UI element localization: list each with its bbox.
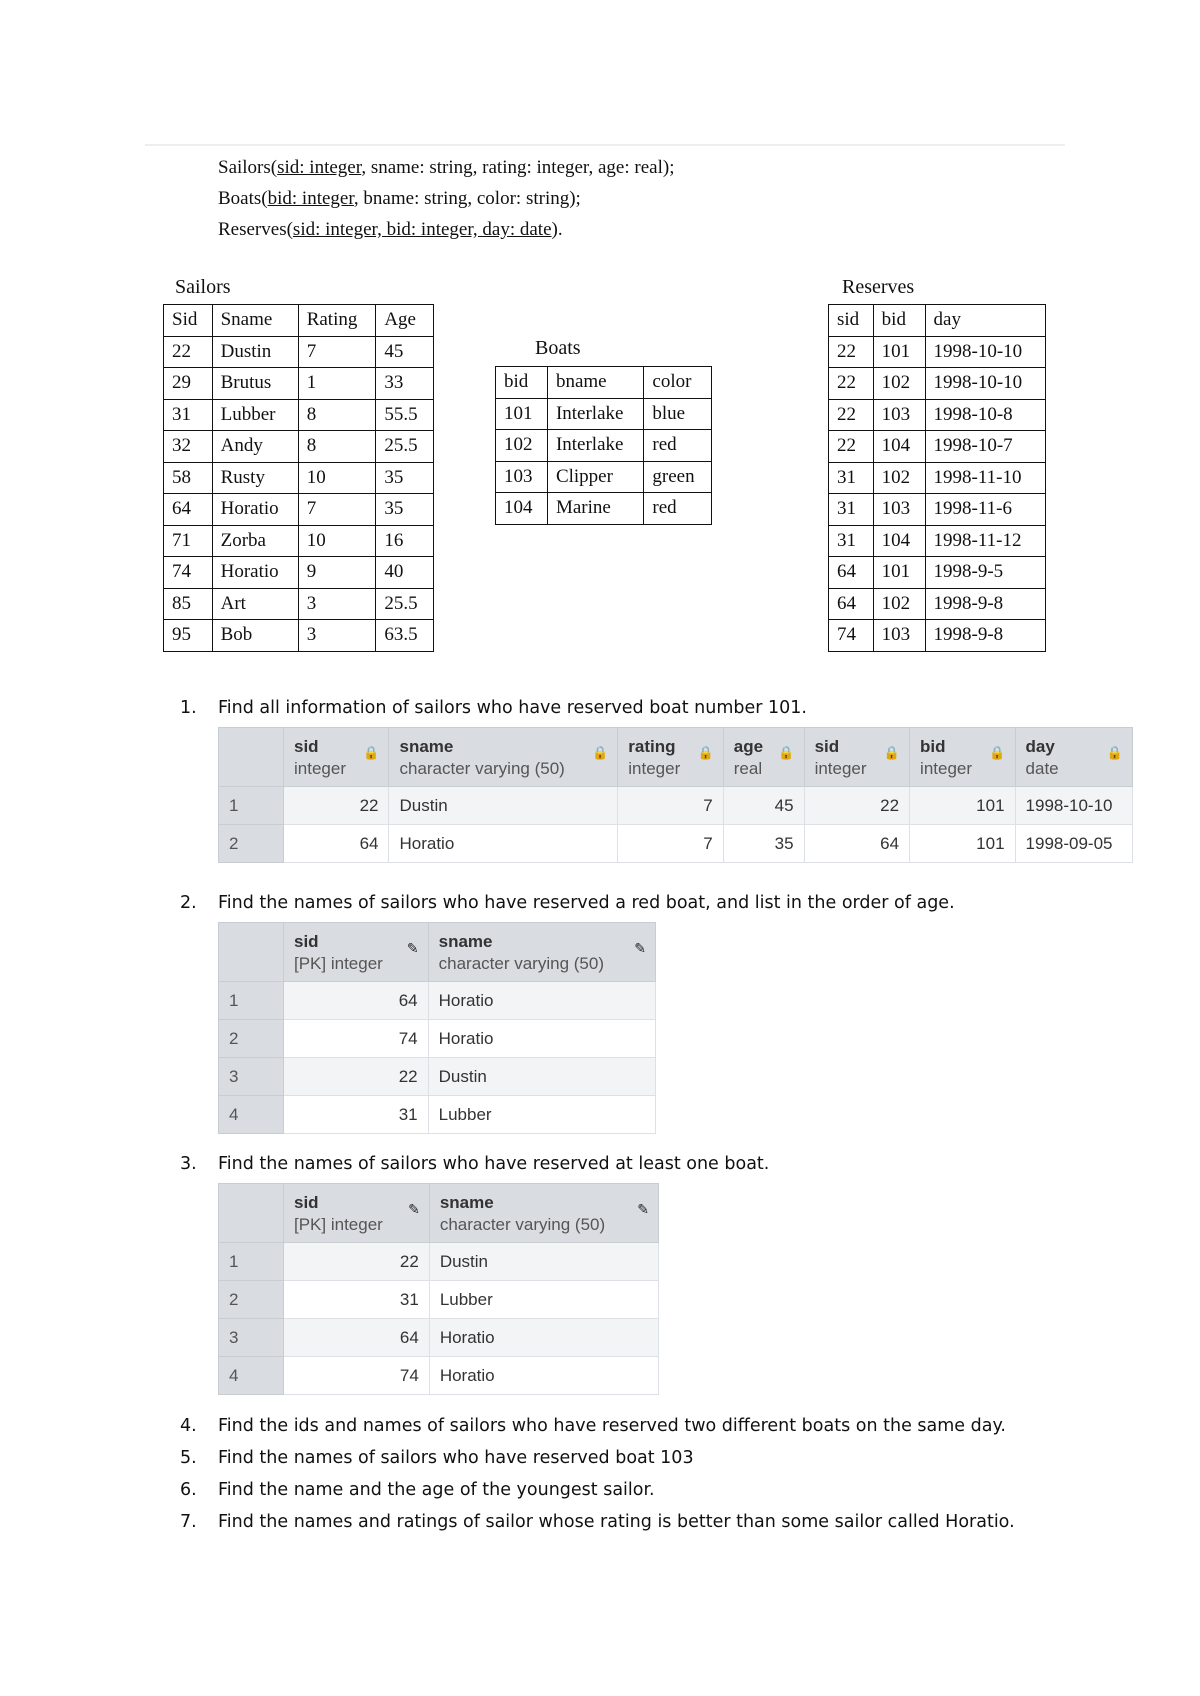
sailors-caption: Sailors bbox=[175, 276, 231, 298]
column-type: integer bbox=[628, 759, 681, 778]
row-number: 4 bbox=[219, 1357, 284, 1395]
table-cell: 31 bbox=[829, 494, 874, 526]
pencil-icon: ✎ bbox=[406, 940, 419, 956]
pencil-icon: ✎ bbox=[634, 940, 646, 956]
column-header-sid[interactable] bbox=[284, 1184, 430, 1243]
table-row bbox=[829, 399, 1046, 431]
column-type: character varying (50) bbox=[439, 1215, 606, 1234]
table-cell: 22 bbox=[829, 431, 874, 463]
table-row[interactable] bbox=[219, 825, 1133, 863]
table-cell[interactable]: 22 bbox=[804, 787, 909, 825]
table-cell[interactable]: 101 bbox=[910, 825, 1015, 863]
table-row bbox=[496, 398, 712, 430]
column-type: date bbox=[1025, 759, 1059, 778]
table-cell: 33 bbox=[376, 368, 434, 400]
table-cell: 102 bbox=[873, 368, 925, 400]
table-cell: 104 bbox=[496, 493, 548, 525]
table-cell: blue bbox=[644, 398, 712, 430]
table-cell: Clipper bbox=[547, 461, 643, 493]
header-row bbox=[164, 305, 434, 337]
table-cell[interactable]: 22 bbox=[284, 787, 389, 825]
table-cell: 63.5 bbox=[376, 620, 434, 652]
table-cell: Lubber bbox=[212, 399, 298, 431]
table-cell[interactable]: 1998-09-05 bbox=[1015, 825, 1132, 863]
column-header-age[interactable] bbox=[723, 728, 804, 787]
table-row bbox=[829, 336, 1046, 368]
column-name: age bbox=[733, 737, 764, 756]
schema-sailors: Sailors(sid: integer, sname: string, rating: integer, age: real); bbox=[218, 157, 675, 178]
header-row bbox=[496, 367, 712, 399]
table-row bbox=[164, 620, 434, 652]
table-cell: 1998-11-10 bbox=[925, 462, 1045, 494]
table-row bbox=[164, 462, 434, 494]
table-cell[interactable]: Horatio bbox=[428, 1020, 655, 1058]
question-item: 1. Find all information of sailors who have reserved boat number 101. bbox=[180, 698, 807, 718]
schema-reserves: Reserves(sid: integer, bid: integer, day: date). bbox=[218, 219, 563, 240]
table-cell: 101 bbox=[496, 398, 548, 430]
reserves-table bbox=[828, 304, 1046, 652]
table-cell: 29 bbox=[164, 368, 213, 400]
table-cell: Zorba bbox=[212, 525, 298, 557]
row-number: 3 bbox=[219, 1058, 284, 1096]
column-type: character varying (50) bbox=[399, 759, 565, 778]
table-cell[interactable]: Horatio bbox=[429, 1357, 658, 1395]
table-row[interactable] bbox=[219, 1243, 659, 1281]
table-row bbox=[496, 493, 712, 525]
table-row bbox=[829, 368, 1046, 400]
question-item: 6. Find the name and the age of the youngest sailor. bbox=[180, 1480, 655, 1500]
table-cell: 7 bbox=[298, 494, 376, 526]
table-cell: 8 bbox=[298, 431, 376, 463]
column-type: integer bbox=[294, 759, 346, 778]
table-cell[interactable]: Dustin bbox=[429, 1243, 658, 1281]
table-row bbox=[829, 494, 1046, 526]
table-cell: 22 bbox=[829, 336, 874, 368]
table-cell[interactable]: 74 bbox=[284, 1020, 429, 1058]
grid-corner bbox=[219, 728, 284, 787]
table-cell: 31 bbox=[829, 462, 874, 494]
table-row bbox=[164, 494, 434, 526]
table-cell[interactable]: Horatio bbox=[428, 982, 655, 1020]
table-cell[interactable]: Dustin bbox=[428, 1058, 655, 1096]
table-cell: 103 bbox=[873, 494, 925, 526]
column-header: Age bbox=[376, 305, 434, 337]
column-header-day[interactable] bbox=[1015, 728, 1132, 787]
question-list-3 bbox=[0, 1148, 769, 1180]
sailors-table bbox=[163, 304, 434, 652]
column-type: [PK] integer bbox=[294, 1215, 383, 1234]
boats-caption: Boats bbox=[535, 337, 581, 359]
table-row bbox=[164, 557, 434, 589]
table-cell: 64 bbox=[829, 557, 874, 589]
table-cell[interactable]: 64 bbox=[804, 825, 909, 863]
table-cell: 102 bbox=[873, 588, 925, 620]
table-row bbox=[164, 431, 434, 463]
table-cell: Brutus bbox=[212, 368, 298, 400]
table-row bbox=[164, 336, 434, 368]
table-cell: 40 bbox=[376, 557, 434, 589]
question-item: 5. Find the names of sailors who have reserved boat 103 bbox=[180, 1448, 694, 1468]
table-cell: 74 bbox=[829, 620, 874, 652]
table-cell: 1998-11-12 bbox=[925, 525, 1045, 557]
table-cell: 103 bbox=[496, 461, 548, 493]
boats-table bbox=[495, 366, 712, 525]
table-row[interactable] bbox=[219, 1058, 656, 1096]
table-cell: 25.5 bbox=[376, 588, 434, 620]
table-cell: 55.5 bbox=[376, 399, 434, 431]
table-row bbox=[496, 461, 712, 493]
table-cell: 10 bbox=[298, 462, 376, 494]
column-type: integer bbox=[814, 759, 867, 778]
column-name: sid bbox=[294, 1193, 319, 1212]
row-number: 2 bbox=[219, 1020, 284, 1058]
table-cell[interactable]: 101 bbox=[910, 787, 1015, 825]
schema-definitions bbox=[218, 152, 674, 245]
table-cell: 9 bbox=[298, 557, 376, 589]
table-cell: Marine bbox=[547, 493, 643, 525]
table-row[interactable] bbox=[219, 1096, 656, 1134]
table-cell: 102 bbox=[873, 462, 925, 494]
question-item: 2. Find the names of sailors who have reserved a red boat, and list in the order of age. bbox=[180, 893, 955, 913]
table-cell: 102 bbox=[496, 430, 548, 462]
table-cell[interactable]: Dustin bbox=[389, 787, 618, 825]
question-list-rest bbox=[0, 1410, 1015, 1538]
table-cell: 35 bbox=[376, 462, 434, 494]
column-type: integer bbox=[920, 759, 973, 778]
row-number: 1 bbox=[219, 1243, 284, 1281]
grid-header-row bbox=[219, 1184, 659, 1243]
table-row bbox=[829, 588, 1046, 620]
table-cell: 10 bbox=[298, 525, 376, 557]
table-cell: 104 bbox=[873, 525, 925, 557]
table-cell: 1998-10-7 bbox=[925, 431, 1045, 463]
column-name: sname bbox=[439, 1193, 494, 1212]
question-item: 4. Find the ids and names of sailors who have reserved two different boats on the same day. bbox=[180, 1416, 1006, 1436]
result-grid-3 bbox=[218, 1183, 659, 1395]
table-cell: 1998-9-8 bbox=[925, 588, 1045, 620]
question-item: 3. Find the names of sailors who have reserved at least one boat. bbox=[180, 1154, 770, 1174]
schema-boats: Boats(bid: integer, bname: string, color: string); bbox=[218, 188, 581, 209]
column-name: sid bbox=[294, 932, 319, 951]
table-cell: Dustin bbox=[212, 336, 298, 368]
table-cell: Andy bbox=[212, 431, 298, 463]
table-cell[interactable]: 7 bbox=[618, 825, 723, 863]
table-cell: Interlake bbox=[547, 398, 643, 430]
result-grid-2 bbox=[218, 922, 656, 1134]
table-cell: green bbox=[644, 461, 712, 493]
column-type: real bbox=[733, 759, 763, 778]
table-cell: 31 bbox=[164, 399, 213, 431]
table-cell: 22 bbox=[829, 399, 874, 431]
table-cell[interactable]: 45 bbox=[723, 787, 804, 825]
grid-header-row bbox=[219, 728, 1133, 787]
column-header: sid bbox=[829, 305, 874, 337]
table-cell: Horatio bbox=[212, 557, 298, 589]
table-cell[interactable]: 64 bbox=[284, 982, 429, 1020]
column-name: rating bbox=[628, 737, 676, 756]
row-number: 1 bbox=[219, 787, 284, 825]
table-cell: Interlake bbox=[547, 430, 643, 462]
lock-icon: 🔒 bbox=[363, 745, 380, 760]
table-cell: 95 bbox=[164, 620, 213, 652]
table-cell[interactable]: Lubber bbox=[428, 1096, 655, 1134]
table-row bbox=[829, 620, 1046, 652]
column-name: sid bbox=[294, 737, 319, 756]
table-row bbox=[164, 588, 434, 620]
table-cell[interactable]: Lubber bbox=[429, 1281, 658, 1319]
grid-header-row bbox=[219, 923, 656, 982]
table-cell[interactable]: 7 bbox=[618, 787, 723, 825]
column-name: sid bbox=[814, 737, 840, 756]
table-cell: 1998-11-6 bbox=[925, 494, 1045, 526]
table-cell: 101 bbox=[873, 557, 925, 589]
column-header-sname[interactable] bbox=[389, 728, 618, 787]
column-header-sid[interactable] bbox=[804, 728, 909, 787]
table-cell: 85 bbox=[164, 588, 213, 620]
table-cell[interactable]: 22 bbox=[284, 1058, 429, 1096]
table-row bbox=[829, 462, 1046, 494]
lock-icon: 🔒 bbox=[1106, 745, 1123, 760]
table-cell: 1998-10-8 bbox=[925, 399, 1045, 431]
column-header: Rating bbox=[298, 305, 376, 337]
table-row bbox=[164, 525, 434, 557]
table-cell: 22 bbox=[829, 368, 874, 400]
table-cell: 32 bbox=[164, 431, 213, 463]
column-header: bid bbox=[873, 305, 925, 337]
table-cell: 45 bbox=[376, 336, 434, 368]
table-cell: 1998-9-5 bbox=[925, 557, 1045, 589]
table-row[interactable] bbox=[219, 1020, 656, 1058]
table-cell[interactable]: Horatio bbox=[389, 825, 618, 863]
table-row[interactable] bbox=[219, 787, 1133, 825]
lock-icon: 🔒 bbox=[697, 745, 714, 760]
table-cell[interactable]: 74 bbox=[284, 1357, 430, 1395]
row-number: 2 bbox=[219, 1281, 284, 1319]
table-cell: 1998-10-10 bbox=[925, 336, 1045, 368]
column-header-sid[interactable] bbox=[284, 728, 389, 787]
table-cell: Horatio bbox=[212, 494, 298, 526]
table-cell: 31 bbox=[829, 525, 874, 557]
table-cell: 3 bbox=[298, 620, 376, 652]
table-cell: 64 bbox=[164, 494, 213, 526]
table-cell: 16 bbox=[376, 525, 434, 557]
pencil-icon: ✎ bbox=[637, 1201, 649, 1217]
grid-corner bbox=[219, 923, 284, 982]
column-name: bid bbox=[920, 737, 946, 756]
top-rule bbox=[145, 144, 1065, 146]
column-name: sname bbox=[438, 932, 493, 951]
table-row[interactable] bbox=[219, 982, 656, 1020]
table-row bbox=[829, 557, 1046, 589]
column-header-sname[interactable] bbox=[428, 923, 655, 982]
column-header: day bbox=[925, 305, 1045, 337]
table-cell: 103 bbox=[873, 399, 925, 431]
table-cell: 58 bbox=[164, 462, 213, 494]
row-number: 1 bbox=[219, 982, 284, 1020]
table-row[interactable] bbox=[219, 1281, 659, 1319]
table-cell: Bob bbox=[212, 620, 298, 652]
table-cell: Rusty bbox=[212, 462, 298, 494]
table-cell: 25.5 bbox=[376, 431, 434, 463]
column-header-rating[interactable] bbox=[618, 728, 723, 787]
table-cell: 71 bbox=[164, 525, 213, 557]
pencil-icon: ✎ bbox=[408, 1201, 420, 1217]
table-cell: 8 bbox=[298, 399, 376, 431]
table-cell: 7 bbox=[298, 336, 376, 368]
table-cell: 1 bbox=[298, 368, 376, 400]
row-number: 4 bbox=[219, 1096, 284, 1134]
row-number: 3 bbox=[219, 1319, 284, 1357]
question-item: 7. Find the names and ratings of sailor whose rating is better than some sailor called Horatio. bbox=[180, 1512, 1015, 1532]
header-row bbox=[829, 305, 1046, 337]
table-cell: red bbox=[644, 493, 712, 525]
lock-icon: 🔒 bbox=[592, 745, 609, 760]
column-header: color bbox=[644, 367, 712, 399]
table-row bbox=[164, 399, 434, 431]
table-cell: 3 bbox=[298, 588, 376, 620]
column-header-sid[interactable] bbox=[284, 923, 429, 982]
table-row bbox=[164, 368, 434, 400]
table-cell: red bbox=[644, 430, 712, 462]
question-list-2 bbox=[0, 887, 955, 919]
column-type: [PK] integer bbox=[294, 954, 383, 973]
column-header: bid bbox=[496, 367, 548, 399]
table-row[interactable] bbox=[219, 1357, 659, 1395]
result-grid-1 bbox=[218, 727, 1133, 863]
column-header-bid[interactable] bbox=[910, 728, 1015, 787]
table-cell[interactable]: 31 bbox=[284, 1281, 430, 1319]
column-header: Sname bbox=[212, 305, 298, 337]
table-cell: 22 bbox=[164, 336, 213, 368]
column-type: character varying (50) bbox=[438, 954, 604, 973]
column-header: bname bbox=[547, 367, 643, 399]
column-name: day bbox=[1025, 737, 1055, 756]
table-cell[interactable]: 1998-10-10 bbox=[1015, 787, 1132, 825]
lock-icon: 🔒 bbox=[778, 745, 795, 760]
table-cell: 74 bbox=[164, 557, 213, 589]
table-row[interactable] bbox=[219, 1319, 659, 1357]
table-row bbox=[496, 430, 712, 462]
table-cell: 64 bbox=[829, 588, 874, 620]
table-cell: 35 bbox=[376, 494, 434, 526]
table-cell[interactable]: 22 bbox=[284, 1243, 430, 1281]
column-header-sname[interactable] bbox=[429, 1184, 658, 1243]
table-cell: 101 bbox=[873, 336, 925, 368]
grid-corner bbox=[219, 1184, 284, 1243]
table-cell: 1998-10-10 bbox=[925, 368, 1045, 400]
table-cell: 1998-9-8 bbox=[925, 620, 1045, 652]
table-cell: Art bbox=[212, 588, 298, 620]
table-cell[interactable]: 35 bbox=[723, 825, 804, 863]
table-row bbox=[829, 525, 1046, 557]
table-row bbox=[829, 431, 1046, 463]
table-cell[interactable]: 64 bbox=[284, 1319, 430, 1357]
table-cell[interactable]: Horatio bbox=[429, 1319, 658, 1357]
reserves-caption: Reserves bbox=[842, 276, 915, 298]
lock-icon: 🔒 bbox=[883, 745, 901, 760]
table-cell: 103 bbox=[873, 620, 925, 652]
lock-icon: 🔒 bbox=[989, 745, 1006, 760]
question-list-1 bbox=[0, 692, 807, 724]
table-cell[interactable]: 31 bbox=[284, 1096, 429, 1134]
row-number: 2 bbox=[219, 825, 284, 863]
column-header: Sid bbox=[164, 305, 213, 337]
table-cell: 104 bbox=[873, 431, 925, 463]
column-name: sname bbox=[399, 737, 454, 756]
table-cell[interactable]: 64 bbox=[284, 825, 389, 863]
